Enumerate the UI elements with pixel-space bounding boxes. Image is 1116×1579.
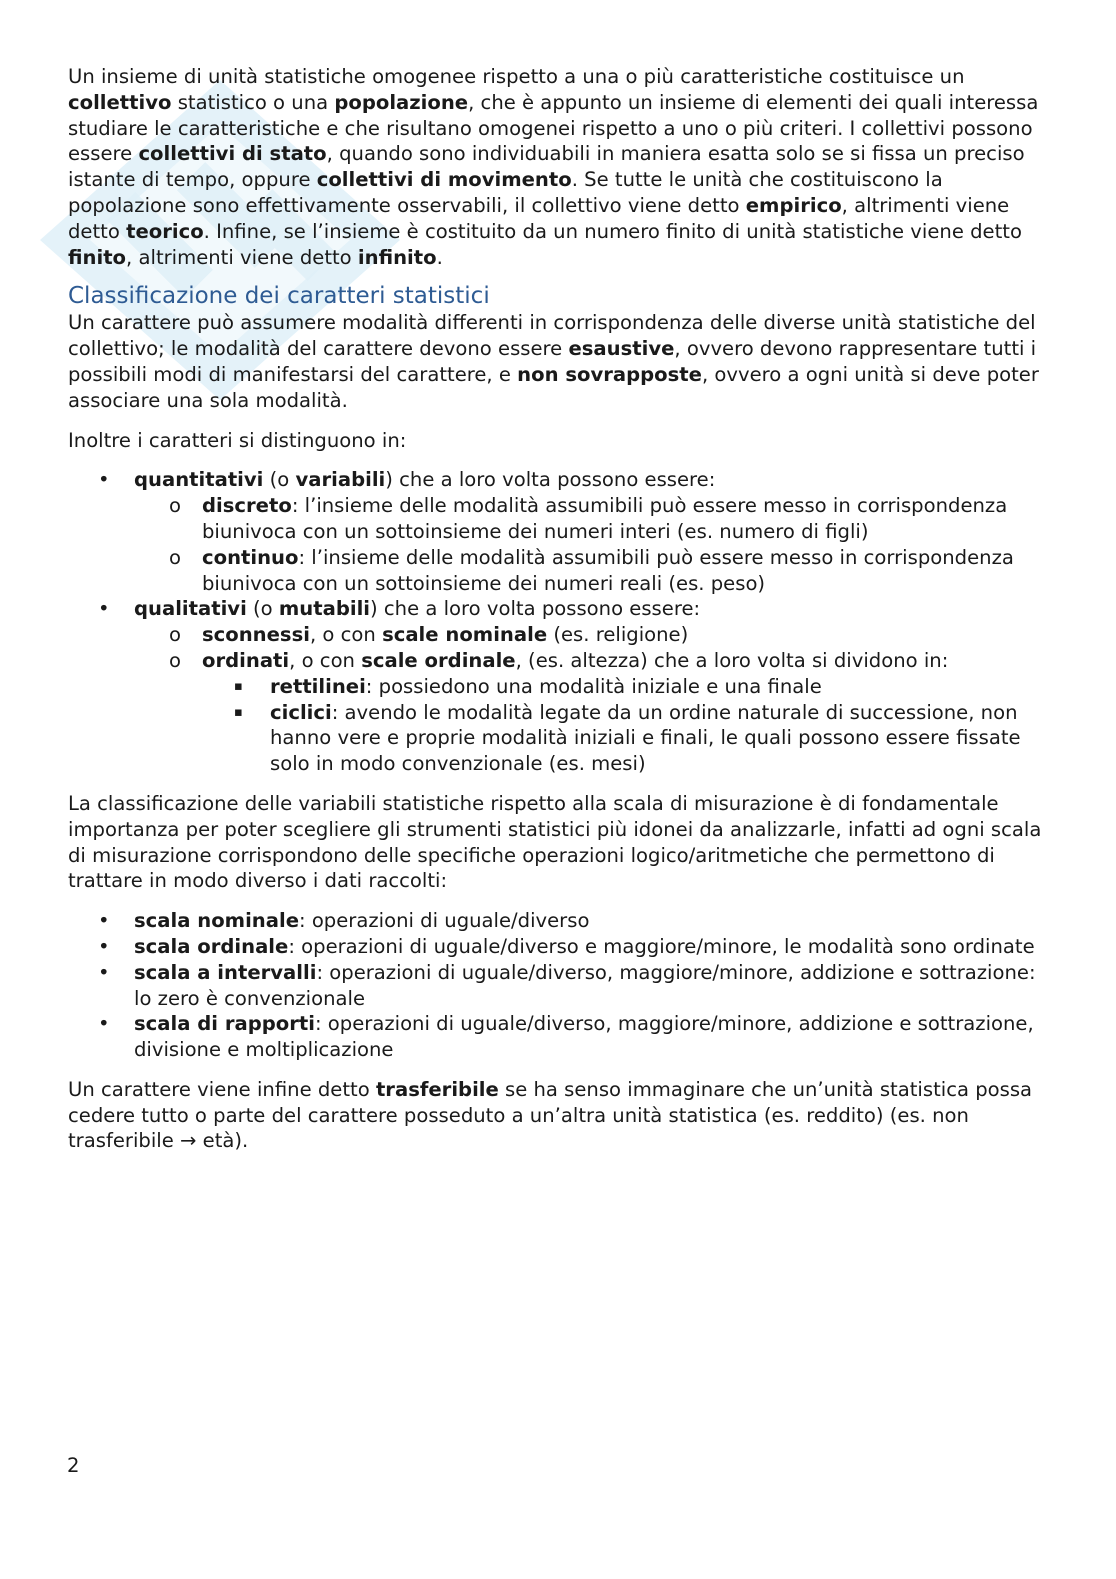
document-body bbox=[68, 64, 1058, 1154]
quantitativi-sublist bbox=[68, 493, 1058, 596]
section-paragraph-4: Un carattere viene infine detto trasferibile se ha senso immaginare che un’unità statistica possa cedere tutto o parte del carattere posseduto a un’altra unità statistica (es. reddito) (es. non trasferibile → età). bbox=[68, 1077, 1033, 1153]
square-bullet-icon: ▪ bbox=[234, 678, 243, 694]
list-item-sconnessi: o sconnessi, o con scale nominale (es. religione) bbox=[169, 623, 689, 647]
list-item-discreto: o discreto: l’insieme delle modalità assumibili può essere messo in corrispondenza biunivoca con un sottoinsieme dei numeri interi (es. numero di figli) bbox=[169, 494, 1008, 543]
list-item-qualitativi: • qualitativi (o mutabili) che a loro volta possono essere: o sconnessi, o con scale nominale (es. religione) o ordinati, o con scale ordinale, (es. altezza) che a loro volta si dividono in: ▪ rettilinei: possiedono una modalità iniziale e una finale ▪ ciclici: avendo le modalità legate da un ordine naturale di successione, non hanno vere e proprie modalità iniziali e finali, le quali possono essere fissate solo in modo convenzionale (es. mesi) bbox=[68, 596, 1058, 777]
qualitativi-sublist bbox=[68, 622, 1058, 777]
bullet-icon: • bbox=[98, 468, 110, 492]
list-item-scale: • scala ordinale: operazioni di uguale/diverso e maggiore/minore, le modalità sono ordinate bbox=[98, 934, 1035, 958]
sub-bullet-icon: o bbox=[169, 623, 181, 647]
sub-bullet-icon: o bbox=[169, 545, 181, 569]
bullet-icon: • bbox=[98, 1012, 110, 1036]
scales-list bbox=[68, 908, 1058, 1063]
bullet-icon: • bbox=[98, 934, 110, 958]
bullet-icon: • bbox=[98, 909, 110, 933]
list-item-scale: • scala nominale: operazioni di uguale/diverso bbox=[98, 909, 590, 933]
sub-bullet-icon: o bbox=[169, 494, 181, 518]
bullet-icon: • bbox=[98, 960, 110, 984]
page-number: 2 bbox=[67, 1454, 80, 1477]
list-item-scale: • scala a intervalli: operazioni di uguale/diverso, maggiore/minore, addizione e sottrazione: lo zero è convenzionale bbox=[98, 960, 1036, 1010]
section-paragraph-1: Un carattere può assumere modalità differenti in corrispondenza delle diverse unità statistiche del collettivo; le modalità del carattere devono essere esaustive, ovvero devono rappresentare tutti i possibili modi di manifestarsi del carattere, e non sovrapposte, ovvero a ogni unità si deve poter associare una sola modalità. bbox=[68, 311, 1039, 412]
list-item-continuo: o continuo: l’insieme delle modalità assumibili può essere messo in corrispondenza biunivoca con un sottoinsieme dei numeri reali (es. peso) bbox=[169, 545, 1014, 595]
sub-bullet-icon: o bbox=[169, 648, 181, 672]
list-item-rettilinei: ▪ rettilinei: possiedono una modalità iniziale e una finale bbox=[234, 674, 822, 698]
list-item-ordinati: o ordinati, o con scale ordinale, (es. altezza) che a loro volta si dividono in: ▪ rettilinei: possiedono una modalità iniziale e una finale ▪ ciclici: avendo le modalità legate da un ordine naturale di successione, non hanno vere e proprie modalità iniziali e finali, le quali possono essere fissate solo in modo convenzionale (es. mesi) bbox=[134, 648, 1058, 777]
section-heading: Classificazione dei caratteri statistici bbox=[68, 283, 490, 310]
bullet-icon: • bbox=[98, 597, 110, 621]
list-item-ciclici: ▪ ciclici: avendo le modalità legate da un ordine naturale di successione, non hanno vere e proprie modalità iniziali e finali, le quali possono essere fissate solo in modo convenzionale (es. mesi) bbox=[234, 700, 1021, 776]
ordinati-sublist bbox=[134, 674, 1058, 777]
list-item-quantitativi: • quantitativi (o variabili) che a loro volta possono essere: o discreto: l’insieme delle modalità assumibili può essere messo in corrispondenza biunivoca con un sottoinsieme dei numeri interi (es. numero di figli) o continuo: l’insieme delle modalità assumibili può essere messo in corrispondenza biunivoca con un sottoinsieme dei numeri reali (es. peso) bbox=[68, 467, 1058, 596]
section-paragraph-2: Inoltre i caratteri si distinguono in: bbox=[68, 428, 407, 452]
square-bullet-icon: ▪ bbox=[234, 704, 243, 720]
list-item-scale: • scala di rapporti: operazioni di uguale/diverso, maggiore/minore, addizione e sottrazione, divisione e moltiplicazione bbox=[98, 1012, 1034, 1062]
arrow-right-icon: → bbox=[180, 1129, 197, 1153]
characters-list bbox=[68, 467, 1058, 777]
intro-paragraph: Un insieme di unità statistiche omogenee rispetto a una o più caratteristiche costituisce un collettivo statistico o una popolazione, che è appunto un insieme di elementi dei quali interessa studiare le caratteristiche e che risultano omogenei rispetto a uno o più criteri. I collettivi possono essere collettivi di stato, quando sono individuabili in maniera esatta solo se si fissa un preciso istante di tempo, oppure collettivi di movimento. Se tutte le unità che costituiscono la popolazione sono effettivamente osservabili, il collettivo viene detto empirico, altrimenti viene detto teorico. Infine, se l’insieme è costituito da un numero finito di unità statistiche viene detto finito, altrimenti viene detto infinito. bbox=[68, 65, 1039, 269]
section-paragraph-3: La classificazione delle variabili statistiche rispetto alla scala di misurazione è di fondamentale importanza per poter scegliere gli strumenti statistici più idonei da analizzarle, infatti ad ogni scala di misurazione corrispondono delle specifiche operazioni logico/aritmetiche che permettono di trattare in modo diverso i dati raccolti: bbox=[68, 791, 1042, 893]
